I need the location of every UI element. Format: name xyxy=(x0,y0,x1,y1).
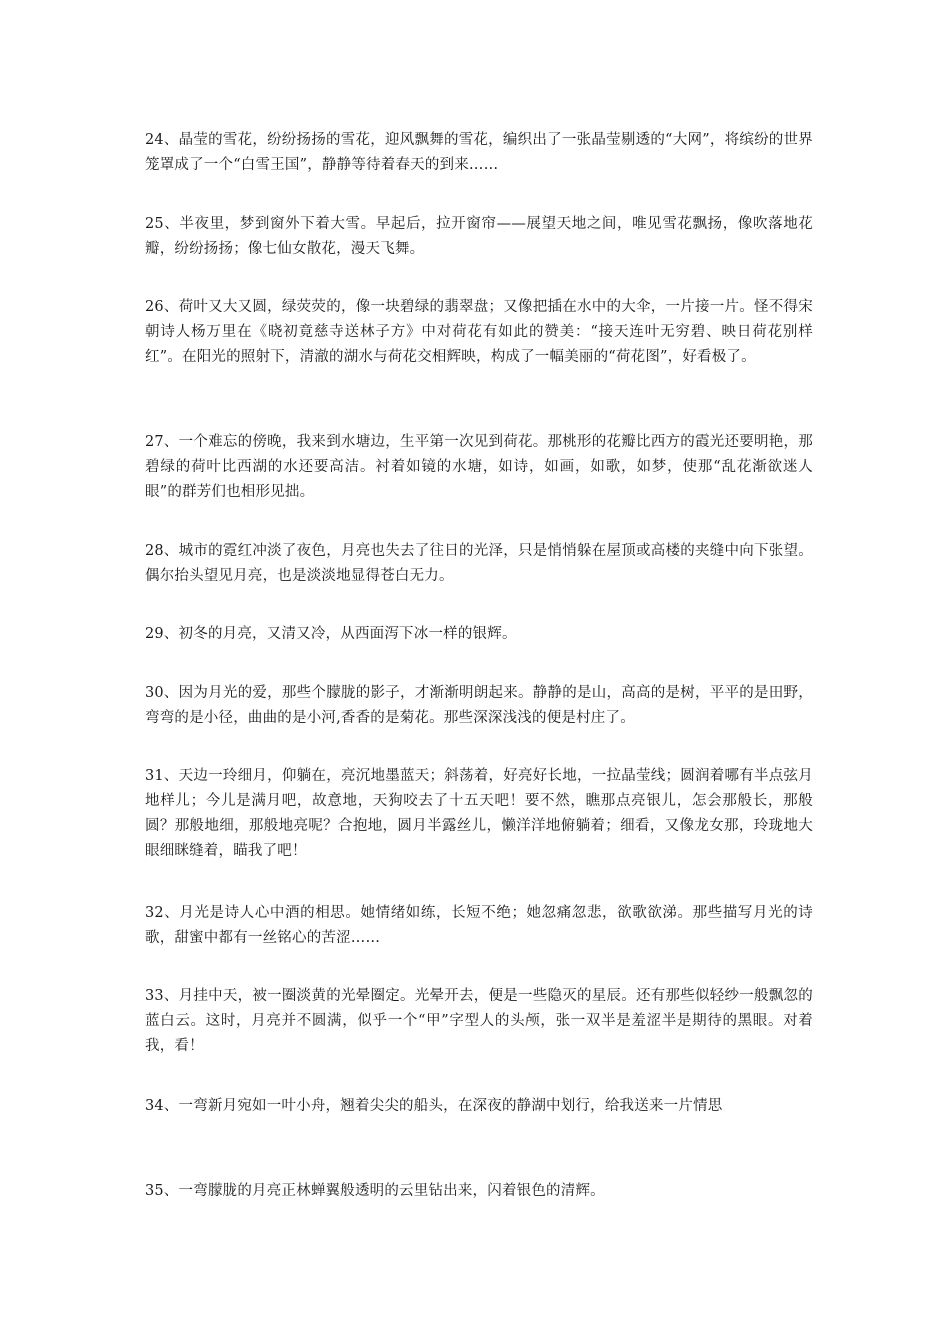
paragraph-26: 26、荷叶又大又圆，绿荧荧的，像一块碧绿的翡翠盘；又像把插在水中的大伞，一片接一片。怪不得宋朝诗人杨万里在《晓初竟慈寺送林子方》中对荷花有如此的赞美：“接天连叶无穷碧、映日荷花别样红”。在阳光的照射下，清澈的湖水与荷花交相辉映，构成了一幅美丽的“荷花图”，好看极了。 xyxy=(145,299,813,365)
paragraph-30: 30、因为月光的爱，那些个朦胧的影子，才渐渐明朗起来。静静的是山，高高的是树，平平的是田野，弯弯的是小径，曲曲的是小河,香香的是菊花。那些深深浅浅的便是村庄了。 xyxy=(145,685,813,726)
paragraph-27: 27、一个难忘的傍晚，我来到水塘边，生平第一次见到荷花。那桃形的花瓣比西方的霞光还要明艳，那碧绿的荷叶比西湖的水还要高洁。衬着如镜的水塘，如诗，如画，如歌，如梦，使那“乱花渐欲迷人眼”的群芳们也相形见拙。 xyxy=(145,434,813,500)
paragraph-32: 32、月光是诗人心中酒的相思。她情绪如练，长短不绝；她忽痛忽悲，欲歌欲涕。那些描写月光的诗歌，甜蜜中都有一丝铭心的苦涩…… xyxy=(145,905,813,946)
paragraph-34: 34、一弯新月宛如一叶小舟，翘着尖尖的船头，在深夜的静湖中划行，给我送来一片情思 xyxy=(145,1098,723,1114)
paragraph-28: 28、城市的霓红冲淡了夜色，月亮也失去了往日的光泽，只是悄悄躲在屋顶或高楼的夹缝中向下张望。偶尔抬头望见月亮，也是淡淡地显得苍白无力。 xyxy=(145,543,813,584)
paragraph-35: 35、一弯朦胧的月亮正林蝉翼般透明的云里钻出来，闪着银色的清辉。 xyxy=(145,1183,605,1199)
paragraph-24: 24、晶莹的雪花，纷纷扬扬的雪花，迎风飘舞的雪花，编织出了一张晶莹剔透的“大网”，将缤纷的世界笼罩成了一个“白雪王国”，静静等待着春天的到来…… xyxy=(145,132,813,173)
paragraph-25: 25、半夜里，梦到窗外下着大雪。早起后，拉开窗帘——展望天地之间，唯见雪花飘扬，像吹落地花瓣，纷纷扬扬；像七仙女散花，漫天飞舞。 xyxy=(145,216,813,257)
paragraph-33: 33、月挂中天，被一圈淡黄的光晕圈定。光晕开去，便是一些隐灭的星辰。还有那些似轻纱一般飘忽的蓝白云。这时，月亮并不圆满，似乎一个“甲”字型人的头颅，张一双半是羞涩半是期待的黑眼。对着我，看！ xyxy=(145,988,813,1054)
paragraph-29: 29、初冬的月亮，又清又冷，从西面泻下冰一样的银辉。 xyxy=(145,626,517,642)
paragraph-31: 31、天边一玲细月，仰躺在，亮沉地墨蓝天；斜荡着，好亮好长地，一拉晶莹线；圆润着哪有半点弦月地样儿；今儿是满月吧，故意地，天狗咬去了十五天吧！要不然，瞧那点亮银儿，怎会那般长，那般圆？那般地细，那般地亮呢？合抱地，圆月半露丝儿，懒洋洋地俯躺着；细看，又像龙女那，玲珑地大眼细眯缝着，瞄我了吧！ xyxy=(145,768,813,859)
